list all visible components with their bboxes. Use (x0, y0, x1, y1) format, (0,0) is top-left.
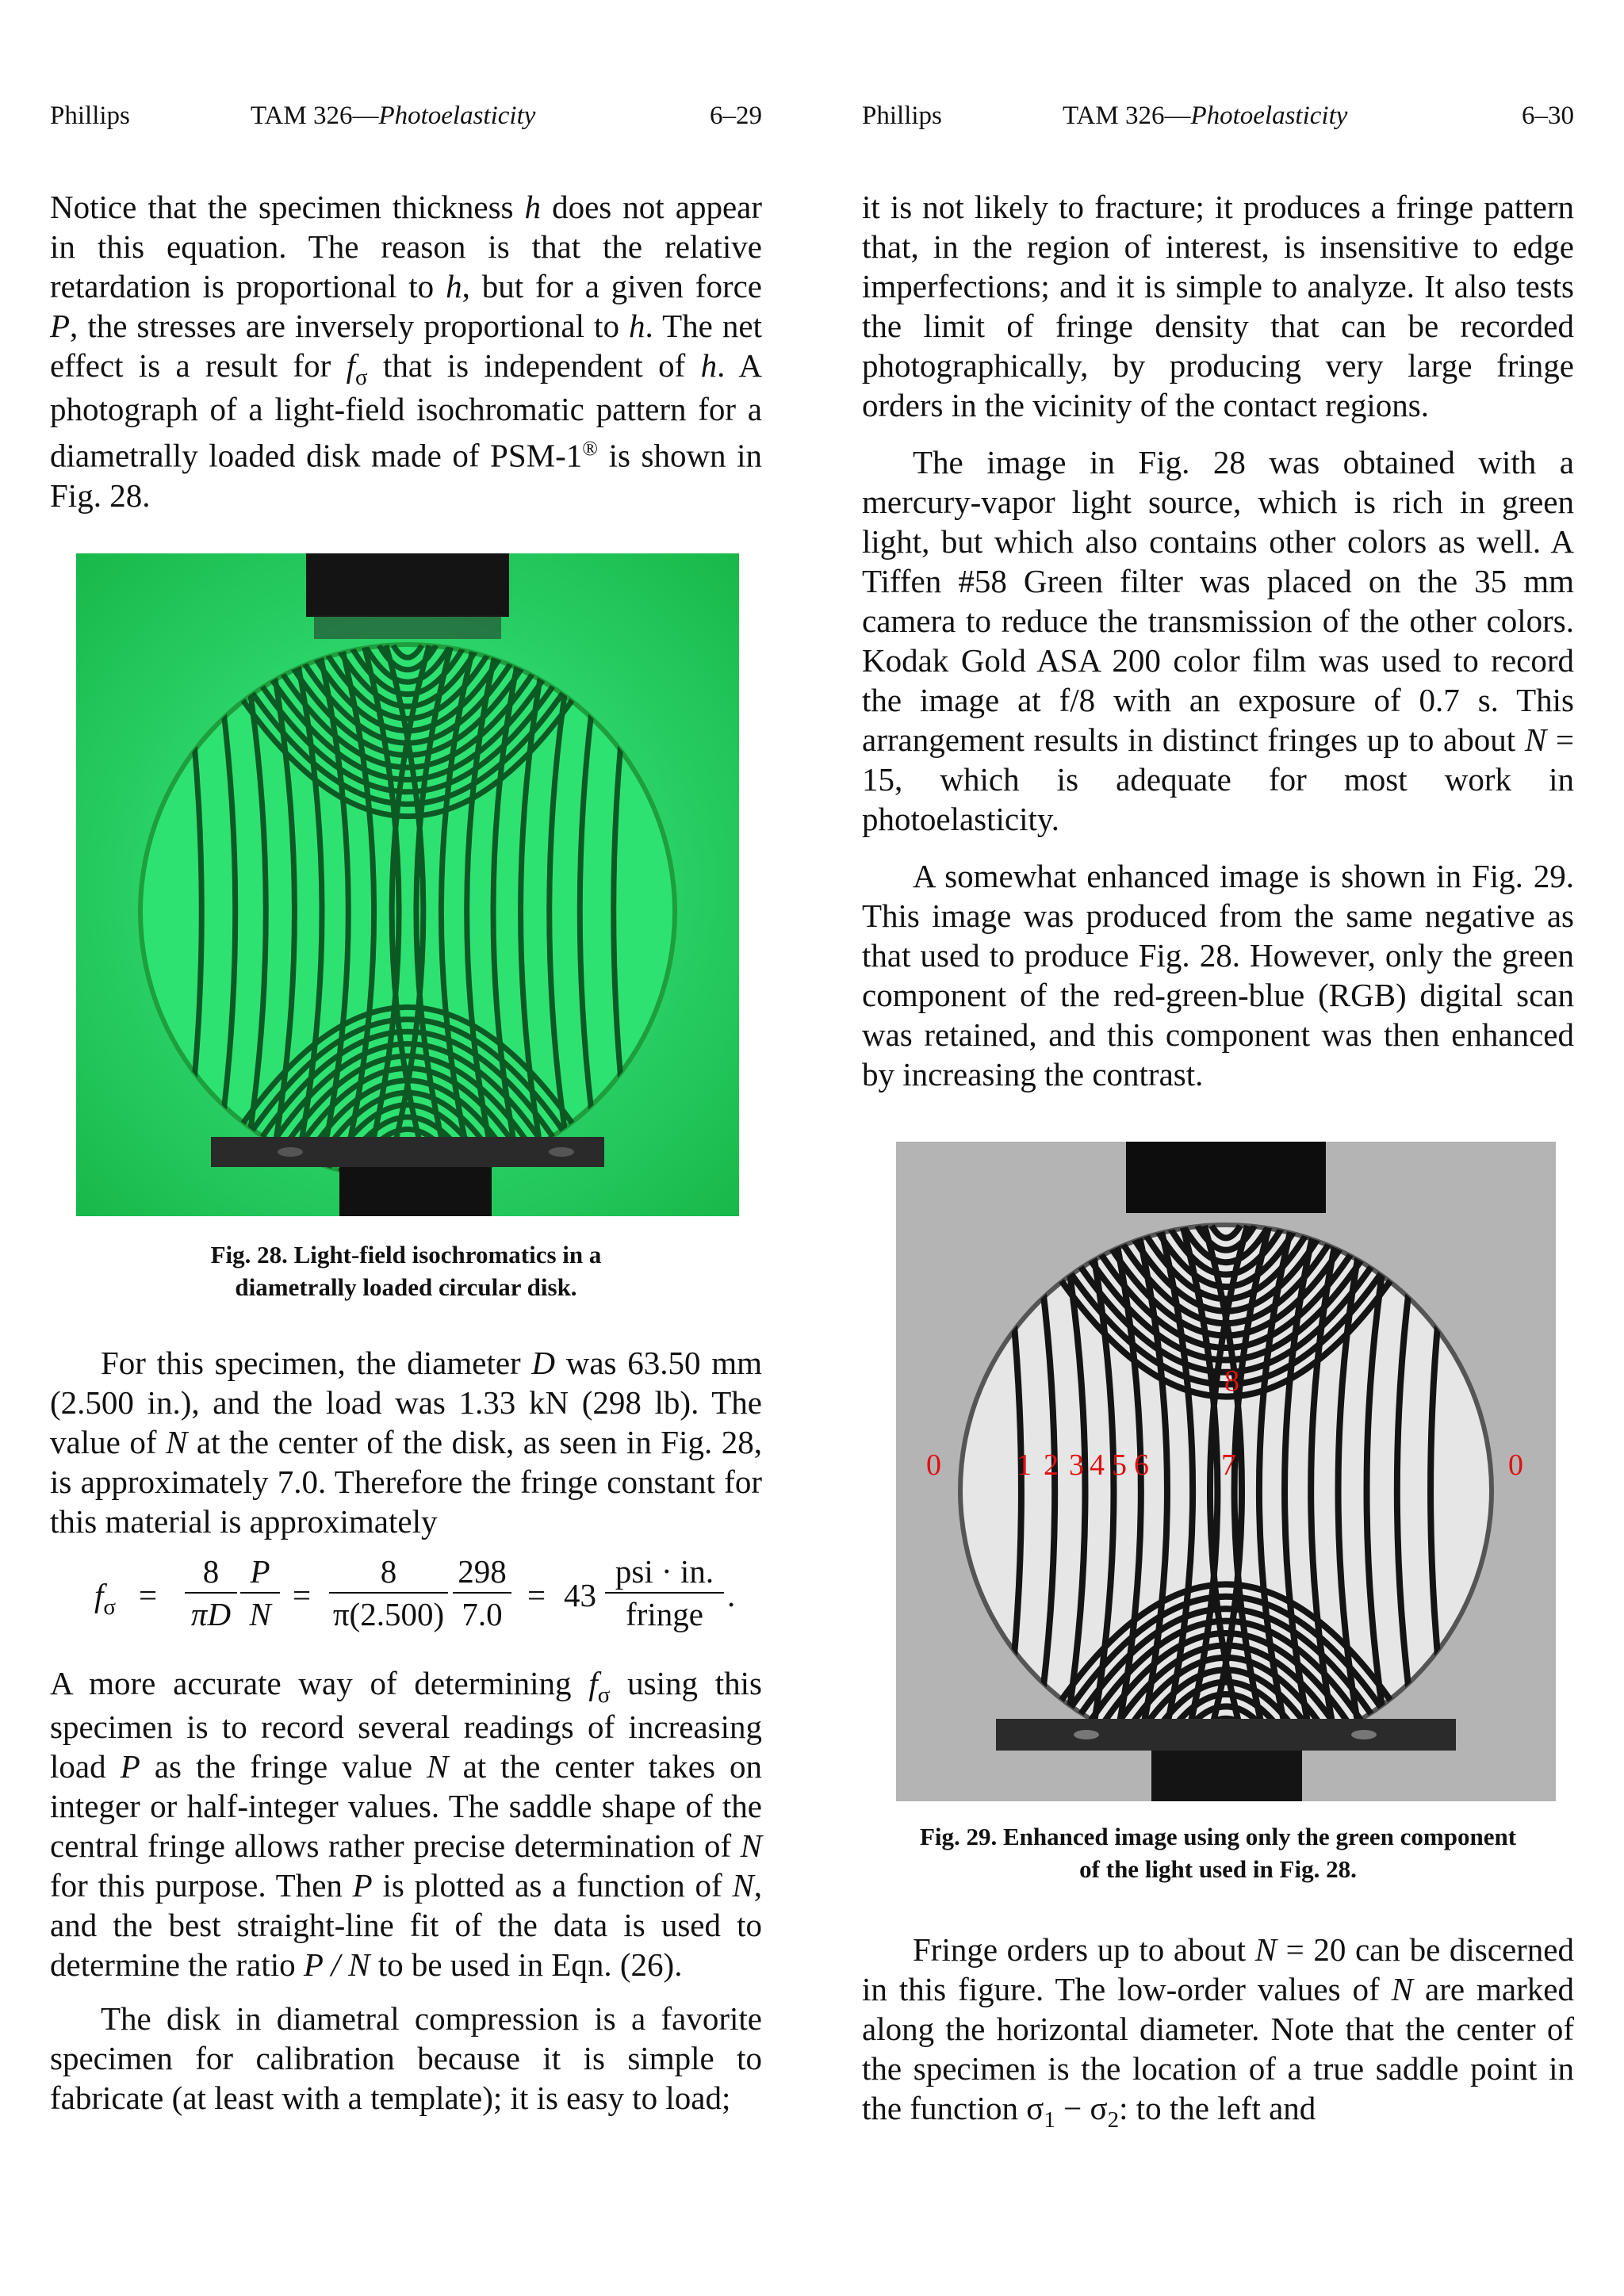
header-author: Phillips (50, 101, 130, 130)
header-author: Phillips (862, 101, 942, 130)
header-course: TAM 326—Photoelasticity (1063, 101, 1348, 130)
figure-29-photo (896, 1142, 1556, 1801)
fringe-order-label: 3 (1069, 1448, 1084, 1482)
header-page-number: 6–29 (710, 101, 762, 130)
fringe-constant-equation: $f_\sigma$ = 8 πD P N = 8 π(2.500) 298 7.0 = 43 psi · in. fringe . (94, 1553, 736, 1632)
fringe-order-label: 4 (1090, 1448, 1105, 1482)
paragraph: A more accurate way of determining $f_\sigma$ using this specimen is to record several readings of increasing load P as the fringe value N at the center takes on integer or half-integer values. The saddle shape of the central fringe allows rather precise determination of N for this purpose. Then P is plotted as a function of N, and the best straight-line fit of the data is used to determine the ratio P / N to be used in Eqn. (26). The disk in diametral compression is a favorite specimen for calibration because it is simple to fabricate (at least with a template); it is easy to load; (50, 1665, 762, 2116)
fringe-order-label: 8 (1224, 1364, 1239, 1398)
paragraph: Fringe orders up to about N = 20 can be discerned in this figure. The low-order values of N are marked along the horizontal diameter. Note that the center of the specimen is the location of a true saddle point in the function $\sigma_1 - \sigma_2$: to the left and (862, 1931, 1574, 2133)
figure-28-caption: Fig. 28. Light-field isochromatics in a diametrally loaded circular disk. (210, 1241, 602, 1301)
header-course: TAM 326—Photoelasticity (251, 101, 536, 130)
page-header (862, 101, 1574, 133)
fringe-order-label: 0 (1508, 1448, 1523, 1482)
fringe-order-label: 6 (1134, 1448, 1149, 1482)
header-page-number: 6–30 (1522, 101, 1574, 130)
fringe-order-label: 1 (1017, 1448, 1032, 1482)
figure-29-caption: Fig. 29. Enhanced image using only the green component of the light used in Fig. 28. (919, 1823, 1517, 1883)
paragraph: Notice that the specimen thickness h does not appear in this equation. The reason is that the relative retardation is proportional to h, but for a given force P, the stresses are inversely proportional to h. The net effect is a result for $f_\sigma$ that is independent of h. A photograph of a light-field isochromatic pattern for a diametrally loaded disk made of PSM-1® is shown in Fig. 28. (50, 189, 762, 514)
figure-28-photo (76, 553, 739, 1216)
fringe-order-label: 2 (1044, 1448, 1059, 1482)
right-page (812, 0, 1624, 2296)
paragraph: it is not likely to fracture; it produces a fringe pattern that, in the region of interest, is insensitive to edge imperfections; and it is simple to analyze. It also tests the limit of fringe density that can be recorded photographically, by producing very large fringe orders in the vicinity of the contact regions. The image in Fig. 28 was obtained with a mercury-vapor light source, which is rich in green light, but which also contains other colors as well. A Tiffen #58 Green filter was placed on the 35 mm camera to reduce the transmission of the other colors. Kodak Gold ASA 200 color film was used to record the image at f/8 with an exposure of 0.7 s. This arrangement results in distinct fringes up to about N = 15, which is adequate for most work in photoelasticity. A somewhat enhanced image is shown in Fig. 29. This image was produced from the same negative as that used to produce Fig. 28. However, only the green component of the red-green-blue (RGB) digital scan was retained, and this component was then enhanced by increasing the contrast. (862, 189, 1574, 1093)
fringe-order-label: 5 (1112, 1448, 1127, 1482)
fringe-order-label: 7 (1221, 1448, 1236, 1482)
page-header (50, 101, 762, 133)
fringe-order-label: 0 (926, 1448, 941, 1482)
paragraph: For this specimen, the diameter D was 63.50 mm (2.500 in.), and the load was 1.33 kN (298 lb). The value of N at the center of the disk, as seen in Fig. 28, is approximately 7.0. Therefore the fringe constant for this material is approximately (50, 1345, 762, 1540)
